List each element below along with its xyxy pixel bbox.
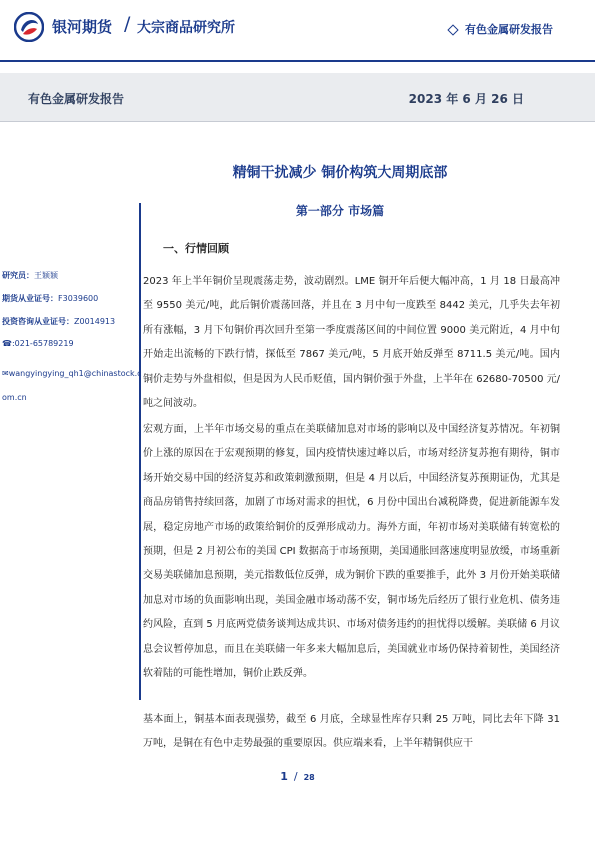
email-line[interactable] <box>2 362 142 386</box>
header-divider <box>0 60 595 62</box>
researcher-label: 研究员： <box>2 271 34 280</box>
futures-cert-label: 期货从业证号： <box>2 294 58 303</box>
futures-cert-number: F3039600 <box>58 294 99 303</box>
advisory-cert-line <box>2 316 138 339</box>
futures-cert-line <box>2 293 138 316</box>
researcher-line <box>2 270 138 293</box>
section-heading: 一、行情回顾 <box>163 242 229 255</box>
paragraph-fundamentals: 基本面上，铜基本面表现强势，截至 6 月底，全球显性库存只剩 25 万吨，同比去年下降 31 万吨，是铜在有色中走势最强的重要原因。供应端来看，上半年精铜供应干 <box>143 714 560 750</box>
email-line-2[interactable] <box>2 386 138 410</box>
phone-number: :021-65789219 <box>11 339 74 348</box>
brand-name: 银河期货 <box>52 18 113 36</box>
advisory-cert-number: Z0014913 <box>74 317 116 326</box>
diamond-icon <box>447 24 458 35</box>
part-title: 第一部分 市场篇 <box>295 204 385 218</box>
researcher-name: 王颖颖 <box>34 271 58 280</box>
band-report-type: 有色金属研发报告 <box>28 92 125 106</box>
paragraph-market-review: 2023 年上半年铜价呈现震荡走势，波动剧烈。LME 铜开年后便大幅冲高，1 月 18 日最高冲至 9550 美元/吨，此后铜价震荡回落，并且在 3 月中旬一度跌至 8442 美元，几乎失去年初所有涨幅，3 月下旬铜价再次回升至第一季度震荡区间的中间位置 9000 美元附近，4 月中旬开始走出流畅的下跌行情，探低至 7867 美元/吨，5 月底开始反弹至 8711.5 美元/吨。国内铜价走势与外盘相似，但是因为人民币贬值，国内铜价强于外盘，上半年在 62680-70500 元/吨之间波动。 <box>143 276 560 410</box>
phone-icon: ☎ <box>2 339 12 348</box>
page-total: 28 <box>303 773 315 782</box>
vertical-rule <box>139 203 141 700</box>
page-footer <box>0 770 595 783</box>
email-icon: ✉ <box>2 369 9 378</box>
header-report-type <box>449 21 553 37</box>
institute-name: 大宗商品研究所 <box>137 20 235 36</box>
email-address-part2[interactable]: om.cn <box>2 393 27 402</box>
phone-line <box>2 339 138 362</box>
email-address-part1[interactable]: wangyingying_qh1@chinastock.c <box>8 369 142 378</box>
band-divider <box>0 121 595 122</box>
page-header <box>0 0 595 60</box>
report-title: 精铜干扰减少 铜价构筑大周期底部 <box>232 165 448 181</box>
header-report-type-label: 有色金属研发报告 <box>465 23 553 36</box>
page-separator: / <box>293 770 298 783</box>
page-number: 1 <box>280 770 288 783</box>
paragraph-macro: 宏观方面，上半年市场交易的重点在美联储加息对市场的影响以及中国经济复苏情况。年初铜价上涨的原因在于宏观预期的修复，国内疫情快速过峰以后，市场对经济复苏抱有期待，铜市场开始交易中国的经济复苏和政策刺激预期，但是 4 月以后，中国经济复苏预期证伪，尤其是商品房销售持续回落，加剧了市场对需求的担忧，6 月份中国出台减税降费，促进新能源车发展，稳定房地产市场的政策给铜价的反弹形成动力。海外方面，年初市场对美联储有转宽松的预期，但是 2 月初公布的美国 CPI 数据高于市场预期，美国通胀回落速度明显放缓，市场重新交易美联储加息预期，美元指数低位反弹，成为铜价下跌的重要推手，此外 3 月份开始美联储加息对市场的负面影响出现，美国金融市场动荡不安，铜市场先后经历了银行业危机、债务违约风险，直到 5 月底两党债务谈判达成共识、市场对债务违约的担忧得以缓解。美联储 6 月议息会议暂停加息，而且在美联储一年多来大幅加息后，美国就业市场仍保持着韧性，美国经济软着陆的可能性增加，铜价止跌反弹。 <box>143 424 560 680</box>
report-date: 2023 年 6 月 26 日 <box>408 92 524 106</box>
galaxy-logo-icon <box>14 12 44 42</box>
author-sidebar <box>2 270 142 410</box>
advisory-cert-label: 投资咨询从业证号： <box>2 317 74 326</box>
header-slash: / <box>124 13 131 35</box>
